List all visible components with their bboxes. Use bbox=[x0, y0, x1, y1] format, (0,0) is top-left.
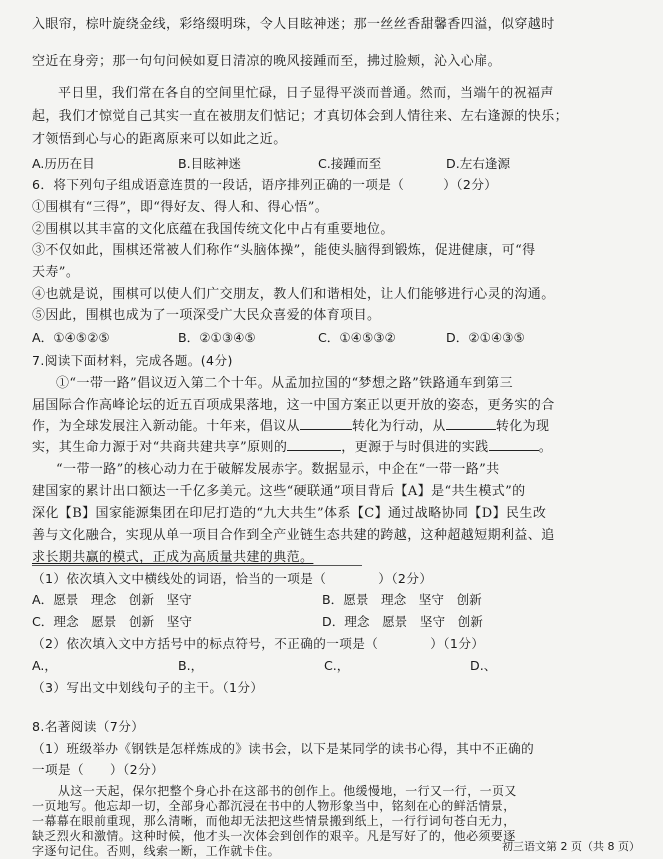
q7-passage-text: 。 bbox=[538, 440, 553, 455]
q7-2-option-a: A.， bbox=[32, 658, 57, 673]
q7-passage-line: 建国家的累计出口额达一千亿多美元。这些“硬联通”项目背后【A】是“共生模式”的 bbox=[32, 484, 526, 499]
q6-option-c: C．①④⑤③② bbox=[318, 330, 396, 345]
q7-passage-line bbox=[32, 418, 636, 436]
q7-passage-text: 实，其生命力源于对“共商共建共享”原则的 bbox=[32, 440, 288, 455]
q6-sentence-3: ③不仅如此，围棋还常被人们称作“头脑体操”，能使头脑得到锻炼，促进健康，可“得 bbox=[32, 243, 536, 258]
q7-passage-line: ①“一带一路”倡议迈入第二个十年。从孟加拉国的“梦想之路”铁路通车到第三 bbox=[56, 376, 513, 391]
passage-line: 平日里，我们常在各自的空间里忙碌，日子显得平淡而普通。然而，当端午的祝福声 bbox=[58, 86, 554, 101]
q7-1-option-d: D．理念 愿景 坚守 创新 bbox=[322, 614, 483, 629]
q7-passage-text: ，更源于与时俱进的实践 bbox=[341, 440, 489, 455]
q7-2-option-b: B.， bbox=[178, 658, 204, 673]
option-d: D.左右逢源 bbox=[446, 156, 511, 171]
blank-4[interactable] bbox=[489, 450, 539, 451]
q6-sentence-5: ⑤因此，围棋也成为了一项深受广大民众喜爱的体育项目。 bbox=[32, 308, 381, 323]
q6-sentence-2: ②围棋以其丰富的文化底蕴在我国传统文化中占有重要地位。 bbox=[32, 222, 394, 237]
blank-3[interactable] bbox=[287, 450, 341, 451]
q6-sentence-4: ④也就是说，围棋可以使人们广交朋友，教人们和谐相处，让人们能够进行心灵的沟通。 bbox=[32, 287, 555, 302]
q7-passage-line: 深化【B】国家能源集团在印尼打造的“九大共生”体系【C】通过战略协同【D】民生改 bbox=[32, 506, 547, 521]
question-7-stem: 7.阅读下面材料，完成各题。(4分) bbox=[32, 353, 233, 368]
q7-2-option-d: D.、 bbox=[470, 658, 497, 673]
q8-sub-question-1: （1）班级举办《钢铁是怎样炼成的》读书会，以下是某同学的读书心得，其中不正确的 bbox=[32, 741, 535, 756]
q7-passage-text: 转化为行动，从 bbox=[352, 419, 446, 434]
q7-passage-line: 届国际合作高峰论坛的近五百项成果落地，这一中国方案正以更开放的姿态，更务实的合 bbox=[32, 398, 555, 413]
question-8-stem: 8.名著阅读（7分） bbox=[32, 719, 145, 734]
q7-1-option-b: B．愿景 理念 坚守 创新 bbox=[322, 592, 482, 607]
option-b: B.目眩神迷 bbox=[178, 156, 242, 171]
q8-passage-line: 缺乏烈火和激情。这种时候，他才头一次体会到创作的艰辛。凡是写好了的，他必须要逐 bbox=[32, 829, 516, 843]
q7-passage-text: 转化为现 bbox=[495, 419, 550, 434]
blank-1[interactable] bbox=[300, 429, 352, 430]
q7-passage-text: 作，为全球发展注入新动能。十年来，倡议从 bbox=[32, 419, 301, 434]
divider-line bbox=[32, 565, 362, 566]
blank-2[interactable] bbox=[446, 429, 496, 430]
question-6-stem: 6．将下列句子组成语意连贯的一段话，语序排列正确的一项是（ ）（2分） bbox=[32, 177, 498, 192]
option-a: A.历历在目 bbox=[32, 156, 95, 171]
q6-option-b: B．②①③④⑤ bbox=[178, 330, 256, 345]
q6-option-a: A．①④⑤②⑤ bbox=[32, 330, 110, 345]
q7-passage-line: “一带一路”的核心动力在于破解发展赤字。数据显示，中企在“一带一路”共 bbox=[56, 462, 500, 477]
q7-sub-question-1: （1）依次填入文中横线处的词语，恰当的一项是（ ）（2分） bbox=[32, 571, 433, 586]
q7-1-option-a: A．愿景 理念 创新 坚守 bbox=[32, 592, 192, 607]
page-footer: 初三语文第 2 页（共 8 页） bbox=[440, 840, 640, 854]
q8-sub-question-1-cont: 一项是（ ）（2分） bbox=[32, 762, 165, 777]
q8-passage-line: 一幕幕在眼前重现，那么清晰，而他却无法把这些情景搬到纸上，一行行词句苍白无力， bbox=[32, 814, 516, 828]
q8-passage-line: 字逐句记住。否则，线索一断，工作就卡住。 bbox=[32, 844, 281, 858]
passage-line: 起，我们才惊觉自己其实一直在被朋友们惦记；才真切体会到人情往来、左右逢源的快乐； bbox=[32, 109, 569, 124]
passage-line: 入眼帘，棕叶旋绕金线，彩络缀明珠，令人目眩神迷；那一丝丝香甜馨香四溢，似穿越时 bbox=[32, 17, 555, 32]
q8-passage-line: 一页地写。他忘却一切，全部身心都沉浸在书中的人物形象当中，铭刻在心的鲜活情景， bbox=[32, 799, 516, 813]
q6-sentence-1: ①围棋有“三得”，即“得好友、得人和、得心悟”。 bbox=[32, 200, 329, 215]
passage-line: 才领悟到心与心的距离原来可以如此之近。 bbox=[32, 132, 287, 147]
passage-line: 空近在身旁；那一句句问候如夏日清凉的晚风接踵而至，拂过脸颊，沁入心扉。 bbox=[32, 54, 502, 69]
q7-sub-question-2: （2）依次填入文中方括号中的标点符号，不正确的一项是（ ）（1分） bbox=[32, 636, 485, 651]
q7-1-option-c: C．理念 愿景 创新 坚守 bbox=[32, 614, 192, 629]
q6-option-d: D．②①④③⑤ bbox=[446, 330, 525, 345]
q7-passage-line: 善与文化融合，实现从单一项目合作到全产业链生态共建的跨越，这种超越短期利益、追 bbox=[32, 528, 555, 543]
q8-passage-line: 从这一天起，保尔把整个身心扑在这部书的创作上。他缓慢地，一行又一行，一页又 bbox=[58, 784, 517, 798]
q7-2-option-c: C.， bbox=[324, 658, 350, 673]
option-c: C.接踵而至 bbox=[318, 156, 382, 171]
q6-sentence-3-cont: 天寿”。 bbox=[32, 265, 80, 280]
q7-sub-question-3: （3）写出文中划线句子的主干。（1分） bbox=[32, 680, 264, 695]
q7-underlined-sentence: 求长期共赢的模式，正成为高质量共建的典范。 bbox=[32, 550, 314, 565]
q7-passage-line bbox=[32, 439, 636, 457]
